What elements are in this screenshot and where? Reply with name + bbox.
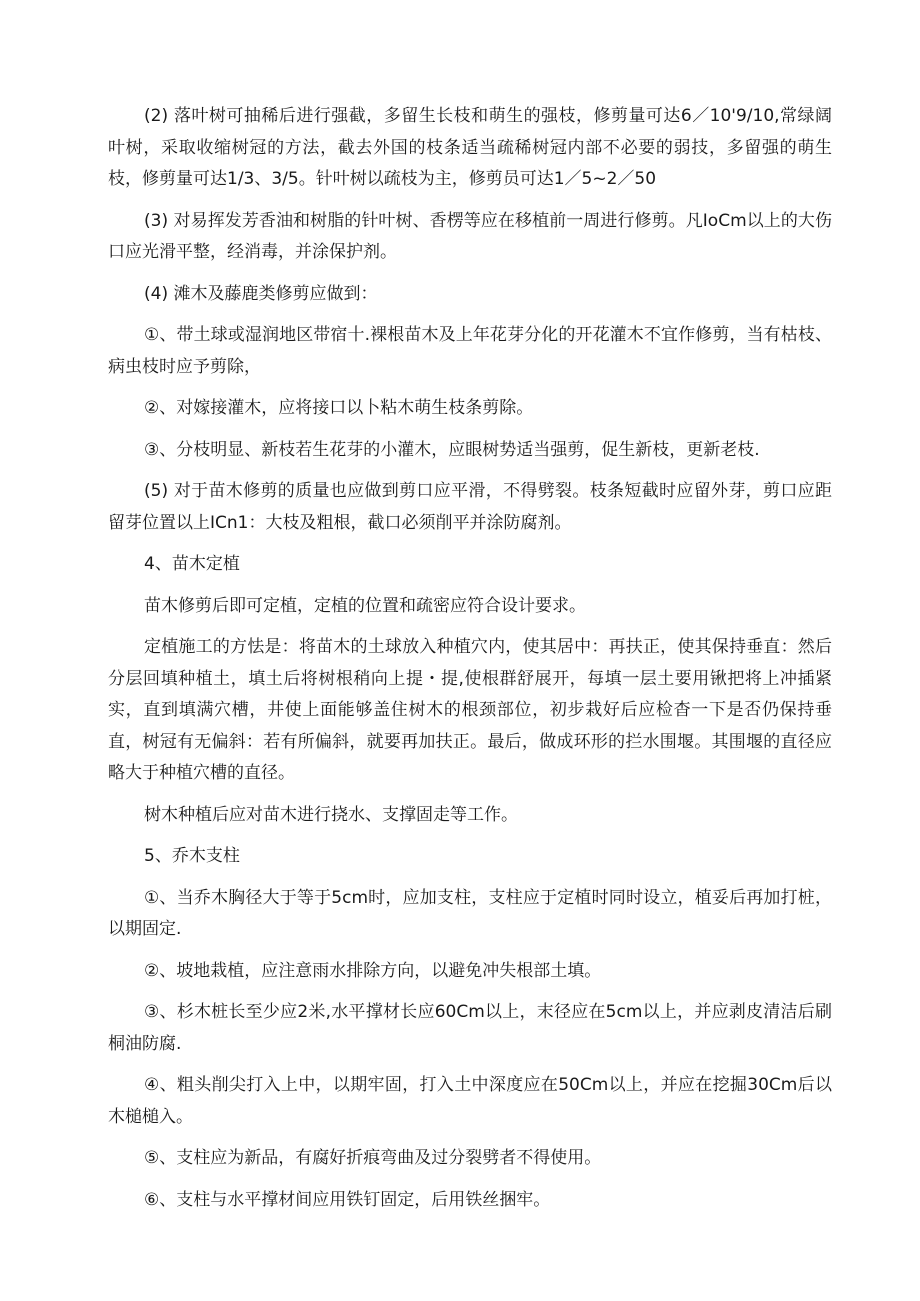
paragraph-planting-intro: 苗木修剪后即可定植，定植的位置和疏密应符合设计要求。 <box>144 595 586 616</box>
paragraph-shrub-item-3: ③、分枝明显、新枝若生花芽的小灌木，应眼树势适当强剪，促生新枝，更新老枝. <box>144 439 760 460</box>
paragraph-support-item-1: ①、当乔木胸径大于等于5cm时，应加支柱，支柱应于定植时同时设立，植妥后再加打桩，以期固定. <box>108 887 832 939</box>
paragraph-deciduous-pruning: (2) 落叶树可抽稀后进行强截，多留生长枝和萌生的强枝，修剪量可达6／10'9/10,常绿阔叶树，采取收缩树冠的方法，截去外国的枝条适当疏稀树冠内部不必要的弱技，多留强的萌生枝，修剪量可达1/3、3/5。针叶树以疏枝为主，修剪员可达1／5~2／50 <box>108 106 832 189</box>
paragraph-after-planting: 树木种植后应对苗木进行挠水、支撑固走等工作。 <box>144 804 518 825</box>
document-body <box>108 101 832 1226</box>
section-heading-planting: 4、苗木定植 <box>144 554 240 574</box>
paragraph-conifer-pruning: (3) 对易挥发芳香油和树脂的针叶树、香楞等应在移植前一周进行修剪。凡IoCm以上的大伤口应光滑平整，经消毒，并涂保护剂。 <box>108 210 832 262</box>
paragraph-support-item-6: ⑥、支柱与水平撑材间应用铁钉固定，后用铁丝捆牢。 <box>144 1189 551 1210</box>
paragraph-shrub-heading: (4) 滩木及藤鹿类修剪应做到： <box>144 283 378 304</box>
paragraph-shrub-item-1: ①、带土球或湿润地区带宿十.裸根苗木及上年花芽分化的开花灌木不宜作修剪，当有枯枝、病虫枝时应予剪除， <box>108 325 832 377</box>
paragraph-shrub-item-2: ②、对嫁接灌木，应将接口以卜粘木萌生枝条剪除。 <box>144 398 534 418</box>
paragraph-support-item-3: ③、杉木桩长至少应2米,水平撑材长应60Cm以上，末径应在5cm以上，并应剥皮清洁后刷桐油防腐. <box>108 1002 832 1054</box>
paragraph-support-item-2: ②、坡地栽植，应注意雨水排除方向，以避免冲失根部土填。 <box>144 960 602 981</box>
paragraph-support-item-5: ⑤、支柱应为新品，有腐好折痕弯曲及过分裂劈者不得使用。 <box>144 1148 602 1168</box>
paragraph-pruning-quality: (5) 对于苗木修剪的质量也应做到剪口应平滑，不得劈裂。枝条短截时应留外芽，剪口应距留芽位置以上ICn1：大枝及粗根，截口必须削平并涂防腐剂。 <box>108 481 832 533</box>
section-heading-support: 5、乔木支柱 <box>144 846 240 866</box>
paragraph-planting-method: 定植施工的方怯是：将苗木的土球放入种植穴内，使其居中：再扶正，使其保持垂直：然后分层回填种植土，填土后将树根稍向上提・提,使根群舒展开，每填一层土要用锹把将上冲插紧实，直到填满穴槽，井使上面能够盖住树木的根颈部位，初步栽好后应检杳一下是否仍保持垂直，树冠有无偏斜：若有所偏斜，就要再加扶正。最后，做成环形的拦水围堰。其围堰的直径应略大于种植穴槽的直径。 <box>108 637 832 783</box>
paragraph-support-item-4: ④、粗头削尖打入上中，以期牢固，打入土中深度应在50Cm以上，并应在挖掘30Cm后以木槌槌入。 <box>108 1075 832 1127</box>
